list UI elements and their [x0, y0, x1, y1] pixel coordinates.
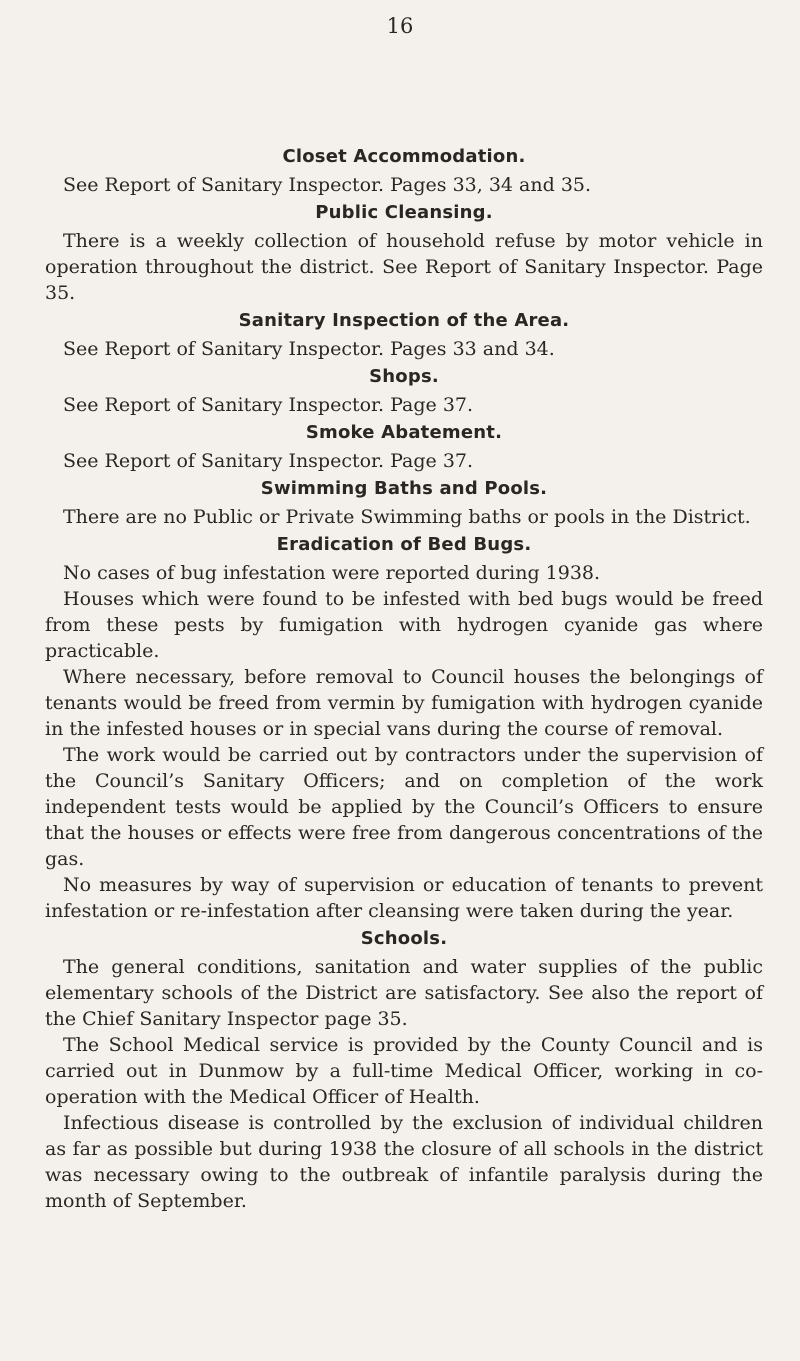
section-heading: Schools.: [360, 928, 448, 949]
report-body: [45, 142, 763, 1214]
paragraph: Infectious disease is controlled by the exclusion of individual children as far as possible but during 1938 the closure of all schools in the district was necessary owing to the outbreak of infantile paralysis during the month of September.: [45, 1112, 763, 1212]
section-closet-accommodation: [45, 142, 763, 198]
paragraph: The School Medical service is provided by the County Council and is carried out in Dunmow by a full-time Medical Officer, working in co-operation with the Medical Officer of Health.: [45, 1034, 763, 1108]
section-heading: Closet Accommodation.: [282, 146, 526, 167]
paragraph: See Report of Sanitary Inspector. Page 37.: [63, 450, 474, 472]
paragraph: See Report of Sanitary Inspector. Pages 33 and 34.: [63, 338, 555, 360]
section-bed-bugs: [45, 530, 763, 924]
paragraph: No measures by way of supervision or education of tenants to prevent infestation or re-infestation after cleansing were taken during the year.: [45, 874, 763, 922]
paragraph: See Report of Sanitary Inspector. Pages 33, 34 and 35.: [63, 174, 592, 196]
section-shops: [45, 362, 763, 418]
section-smoke-abatement: [45, 418, 763, 474]
section-sanitary-inspection: [45, 306, 763, 362]
section-swimming-baths: [45, 474, 763, 530]
section-heading: Swimming Baths and Pools.: [260, 478, 548, 499]
section-heading: Shops.: [369, 366, 439, 387]
paragraph: See Report of Sanitary Inspector. Page 37.: [63, 394, 474, 416]
section-heading: Smoke Abatement.: [305, 422, 503, 443]
paragraph: There are no Public or Private Swimming baths or pools in the District.: [63, 506, 751, 528]
paragraph: The work would be carried out by contractors under the supervision of the Council’s Sanitary Officers; and on completion of the work independent tests would be applied by the Council’s Officers to ensure that the houses or effects were free from dangerous concentrations of the gas.: [45, 744, 763, 870]
paragraph: Houses which were found to be infested with bed bugs would be freed from these pests by fumigation with hydrogen cyanide gas where practicable.: [45, 588, 763, 662]
page-number: 16: [386, 14, 414, 38]
section-heading: Eradication of Bed Bugs.: [276, 534, 532, 555]
paragraph: Where necessary, before removal to Council houses the belongings of tenants would be freed from vermin by fumigation with hydrogen cyanide in the infested houses or in special vans during the course of removal.: [45, 666, 763, 740]
section-heading: Public Cleansing.: [315, 202, 493, 223]
paragraph: No cases of bug infestation were reported during 1938.: [63, 562, 601, 584]
section-heading: Sanitary Inspection of the Area.: [238, 310, 570, 331]
section-public-cleansing: [45, 198, 763, 306]
paragraph: There is a weekly collection of household refuse by motor vehicle in operation throughout the district. See Report of Sanitary Inspector. Page 35.: [45, 230, 763, 304]
section-schools: [45, 924, 763, 1214]
paragraph: The general conditions, sanitation and water supplies of the public elementary schools of the District are satisfactory. See also the report of the Chief Sanitary Inspector page 35.: [45, 956, 763, 1030]
